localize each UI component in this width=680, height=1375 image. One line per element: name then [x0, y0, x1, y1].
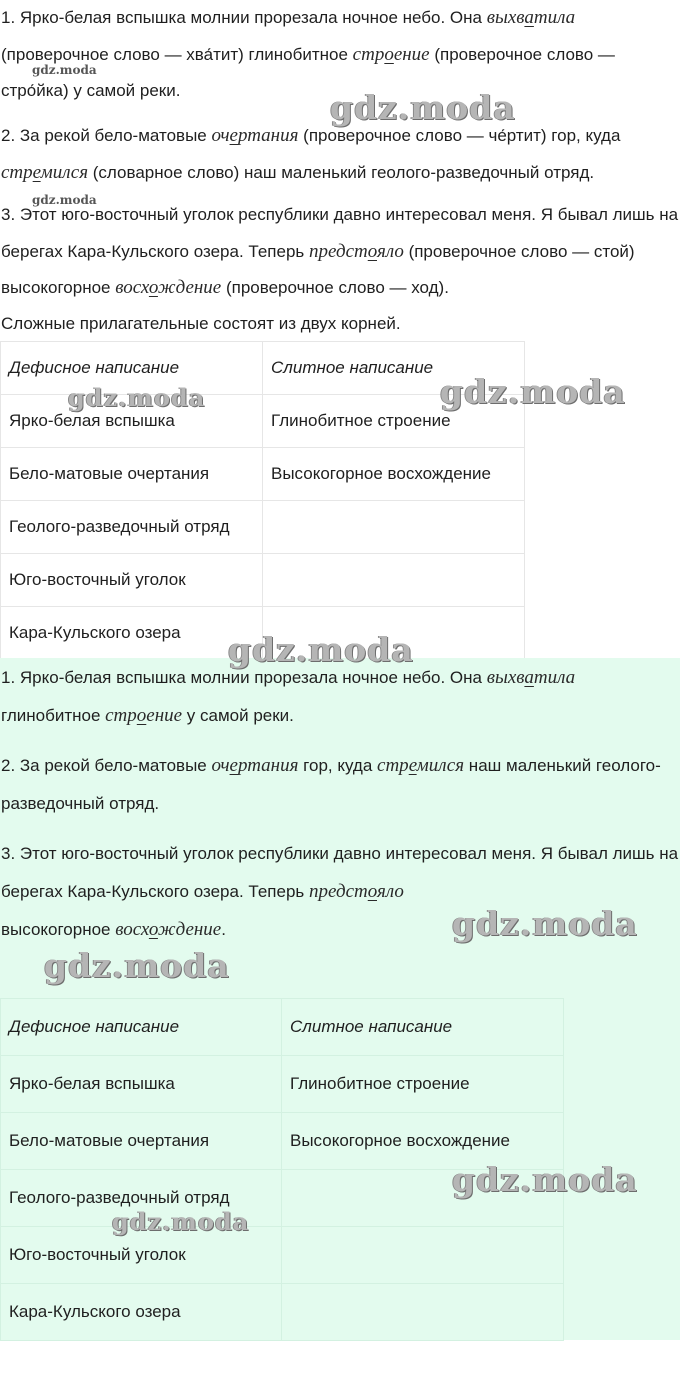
spelling-table-original	[0, 341, 525, 660]
table-header-hyphenated: Дефисное написание	[1, 342, 263, 395]
table-row	[1, 448, 525, 501]
table-row	[1, 1170, 564, 1227]
table-header-row	[1, 342, 525, 395]
sentence-3	[0, 197, 680, 307]
sentence-text: (проверочное слово — ход).	[221, 278, 449, 297]
table-cell: Бело-матовые очертания	[1, 1113, 282, 1170]
watermark: gdz.moda	[68, 383, 206, 412]
sentence-text: 2. За рекой бело-матовые	[1, 126, 212, 145]
handwritten-word-stremilsya: стремился	[1, 161, 89, 183]
sentence-1	[1, 659, 575, 735]
sentence-2	[1, 747, 680, 823]
sentence-text: 1. Ярко-белая вспышка молнии прорезала ночное небо. Она	[1, 668, 487, 687]
table-cell: Бело-матовые очертания	[1, 448, 263, 501]
handwritten-word-voskhozhdenie: восхождение	[115, 919, 222, 940]
table-row	[1, 554, 525, 607]
table-header-solid: Слитное написание	[263, 342, 525, 395]
handwritten-word-predstoyalo: предстояло	[309, 240, 404, 262]
sentence-text: 1. Ярко-белая вспышка молнии прорезала ночное небо. Она	[1, 8, 487, 27]
sentence-text: .	[221, 920, 226, 939]
table-cell: Геолого-разведочный отряд	[1, 501, 263, 554]
handwritten-word-stroenie: строение	[352, 43, 430, 65]
table-cell	[263, 501, 525, 554]
table-cell: Кара-Кульского озера	[1, 607, 263, 660]
table-cell: Ярко-белая вспышка	[1, 395, 263, 448]
table-row	[1, 501, 525, 554]
answer-block-highlighted	[0, 658, 680, 1340]
table-row	[1, 395, 525, 448]
handwritten-word-voskhozhdenie: восхождение	[115, 277, 222, 298]
handwritten-word-vykhvatila: выхватила	[486, 667, 576, 688]
sentence-text: наш маленький геолого-разведочный отряд.	[1, 756, 661, 813]
handwritten-word-predstoyalo: предстояло	[309, 881, 404, 902]
table-cell: Ярко-белая вспышка	[1, 1056, 282, 1113]
table-cell: Высокогорное восхождение	[282, 1113, 564, 1170]
table-cell: Юго-восточный уголок	[1, 554, 263, 607]
watermark: gdz.moda	[330, 88, 516, 127]
handwritten-word-stremilsya: стремился	[377, 755, 465, 776]
watermark: gdz.moda	[228, 630, 414, 669]
watermark: gdz.moda	[32, 193, 97, 207]
table-header-hyphenated: Дефисное написание	[1, 999, 282, 1056]
handwritten-word-ochertaniya: очертания	[211, 125, 299, 146]
sentence-text: глинобитное	[1, 706, 106, 725]
table-cell: Юго-восточный уголок	[1, 1227, 282, 1284]
spelling-table-highlighted	[0, 998, 564, 1341]
table-row	[1, 1284, 564, 1341]
sentence-text: 3. Этот юго-восточный уголок республики давно интересовал меня. Я бывал лишь на берегах Кара-Кульского озера. Теперь	[1, 844, 679, 901]
table-header-row	[1, 999, 564, 1056]
handwritten-word-vykhvatila: выхватила	[486, 7, 576, 28]
sentence-text: гор, куда	[298, 756, 378, 775]
sentence-text: 3. Этот юго-восточный уголок республики давно интересовал меня. Я бывал лишь на берегах Кара-Кульского озера. Теперь	[1, 205, 679, 261]
sentence-text: (словарное слово) наш маленький геолого-разведочный отряд.	[88, 162, 595, 182]
table-cell: Геолого-разведочный отряд	[1, 1170, 282, 1227]
table-cell: Глинобитное строение	[263, 395, 525, 448]
sentence-2	[0, 118, 620, 191]
sentence-text: 2. За рекой бело-матовые	[1, 756, 212, 775]
watermark: gdz.moda	[112, 1207, 250, 1236]
watermark: gdz.moda	[440, 372, 626, 411]
table-row	[1, 1227, 564, 1284]
table-row	[1, 1113, 564, 1170]
watermark: gdz.moda	[452, 1160, 638, 1199]
watermark: gdz.moda	[452, 904, 638, 943]
sentence-text: (проверочное слово — стой) высокогорное	[1, 241, 635, 297]
table-cell: Кара-Кульского озера	[1, 1284, 282, 1341]
sentence-text: (проверочное слово — стро́йка) у самой реки.	[1, 44, 615, 100]
sentence-1	[0, 0, 680, 110]
sentence-3	[1, 835, 680, 949]
watermark: gdz.moda	[44, 946, 230, 985]
table-cell	[282, 1170, 564, 1227]
table-cell	[263, 554, 525, 607]
watermark: gdz.moda	[32, 63, 97, 77]
handwritten-word-ochertaniya: очертания	[211, 755, 299, 776]
table-cell	[282, 1227, 564, 1284]
sentence-text: (проверочное слово — че́ртит) гор, куда	[298, 126, 621, 145]
table-row	[1, 1056, 564, 1113]
table-cell: Глинобитное строение	[282, 1056, 564, 1113]
table-cell	[263, 607, 525, 660]
sentence-text: высокогорное	[1, 920, 116, 939]
table-row	[1, 607, 525, 660]
table-cell	[282, 1284, 564, 1341]
sentence-text: у самой реки.	[182, 706, 294, 725]
compound-note: Сложные прилагательные состоят из двух корней.	[1, 314, 401, 333]
table-header-solid: Слитное написание	[282, 999, 564, 1056]
handwritten-word-stroenie: строение	[105, 705, 183, 726]
sentence-text: (проверочное слово — хва́тит) глинобитное	[1, 44, 353, 64]
table-cell: Высокогорное восхождение	[263, 448, 525, 501]
